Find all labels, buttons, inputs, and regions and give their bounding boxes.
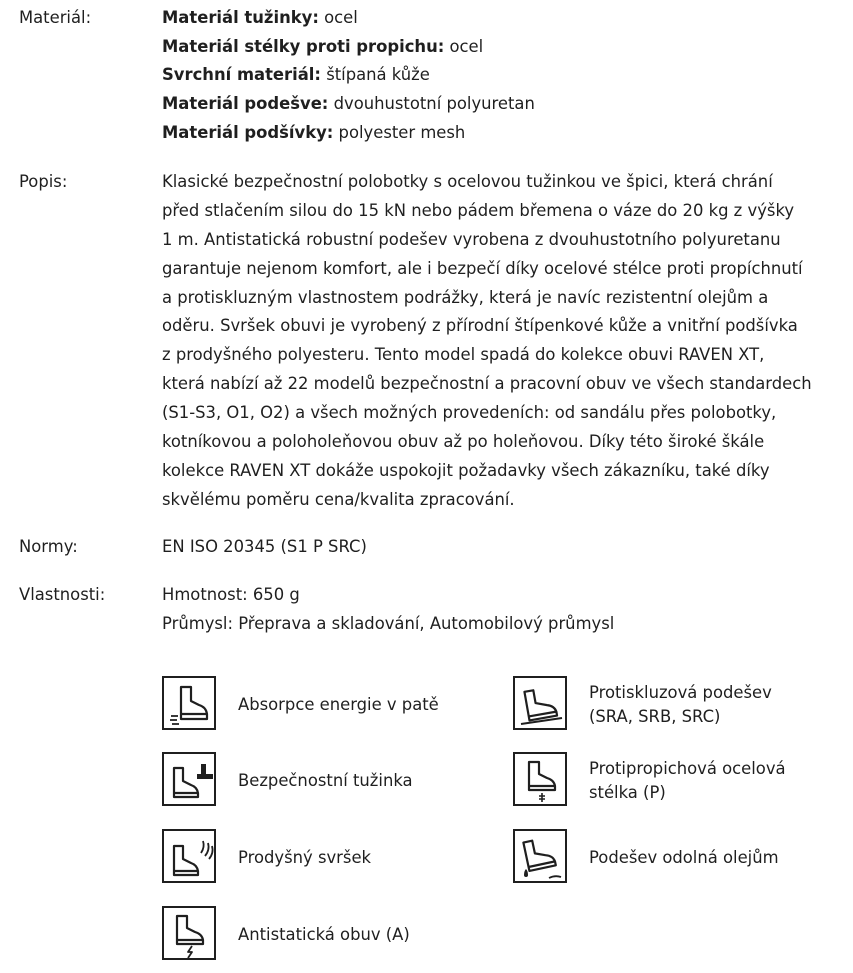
- description-line: garantuje nejenom komfort, ale i bezpečí díky ocelové stélce proti propíchnutí: [162, 258, 803, 278]
- description-line: a protiskluzným vlastnostem podrážky, která je navíc rezistentní olejům a: [162, 287, 769, 307]
- properties-line: Průmysl: Přeprava a skladování, Automobilový průmysl: [162, 613, 615, 633]
- standards-label: Normy:: [19, 537, 78, 556]
- boot-oil-resistant-sole-icon: [513, 829, 567, 883]
- description-line: před stlačením silou do 15 kN nebo pádem břemena o váze do 20 kg z výšky: [162, 200, 795, 220]
- standards-value: EN ISO 20345 (S1 P SRC): [162, 537, 367, 556]
- boot-energy-absorption-icon: [162, 676, 216, 730]
- boot-puncture-resistant-insole-icon: [513, 752, 567, 806]
- feature-label: Bezpečnostní tužinka: [238, 771, 413, 790]
- feature-label: Protipropichová ocelová: [589, 759, 786, 778]
- material-item-key: Materiál tužinky:: [162, 8, 319, 27]
- boot-antistatic-icon: [162, 906, 216, 960]
- description-line: (S1-S3, O1, O2) a všech možných provedeních: od sandálu přes polobotky,: [162, 403, 777, 423]
- material-item: [162, 90, 843, 119]
- feature-label: Podešev odolná olejům: [589, 848, 779, 867]
- material-item-key: Materiál stélky proti propichu:: [162, 36, 445, 56]
- feature-label: Prodyšný svršek: [238, 848, 372, 867]
- material-item-key: Materiál podšívky:: [162, 122, 334, 142]
- feature-label: Absorpce energie v patě: [238, 695, 439, 714]
- feature-label: Protiskluzová podešev: [589, 683, 772, 702]
- properties-line: Hmotnost: 650 g: [162, 585, 300, 604]
- description-line: skvělému poměru cena/kvalita zpracování.: [162, 489, 515, 509]
- material-item-value: ocel: [318, 8, 358, 27]
- description-text: [162, 168, 843, 515]
- material-item-key: Materiál podešve:: [162, 94, 329, 114]
- material-label: Materiál:: [19, 8, 92, 27]
- description-line: Klasické bezpečnostní polobotky s ocelovou tužinkou ve špici, která chrání: [162, 172, 773, 191]
- feature-label: stélka (P): [589, 783, 666, 802]
- material-item-value: štípaná kůže: [320, 65, 430, 85]
- properties-label: Vlastnosti:: [19, 585, 106, 604]
- boot-breathable-upper-icon: [162, 829, 216, 883]
- description-line: kolekce RAVEN XT dokáže uspokojit požadavky všech zákazníku, také díky: [162, 460, 770, 480]
- boot-safety-toecap-icon: [162, 752, 216, 806]
- material-item: [162, 61, 843, 90]
- material-list: [162, 4, 843, 147]
- material-item-key: Svrchní materiál:: [162, 65, 321, 85]
- material-item-value: polyester mesh: [333, 122, 466, 142]
- boot-anti-slip-sole-icon: [513, 676, 567, 730]
- material-item-value: ocel: [444, 36, 484, 56]
- feature-label: (SRA, SRB, SRC): [589, 707, 721, 726]
- material-item-value: dvouhustotní polyuretan: [328, 94, 535, 114]
- description-line: z prodyšného polyesteru. Tento model spadá do kolekce obuvi RAVEN XT,: [162, 345, 765, 365]
- description-line: která nabízí až 22 modelů bezpečnostní a pracovní obuv ve všech standardech: [162, 374, 812, 394]
- description-line: oděru. Svršek obuvi je vyrobený z přírodní štípenkové kůže a vnitřní podšívka: [162, 316, 798, 336]
- description-label: Popis:: [19, 172, 68, 191]
- description-line: 1 m. Antistatická robustní podešev vyrobena z dvouhustotního polyuretanu: [162, 229, 781, 249]
- material-item: [162, 119, 843, 148]
- description-line: kotníkovou a poloholeňovou obuv až po holeňovou. Díky této široké škále: [162, 432, 765, 452]
- feature-label: Antistatická obuv (A): [238, 925, 410, 944]
- material-item: [162, 33, 843, 62]
- material-item: [162, 4, 843, 33]
